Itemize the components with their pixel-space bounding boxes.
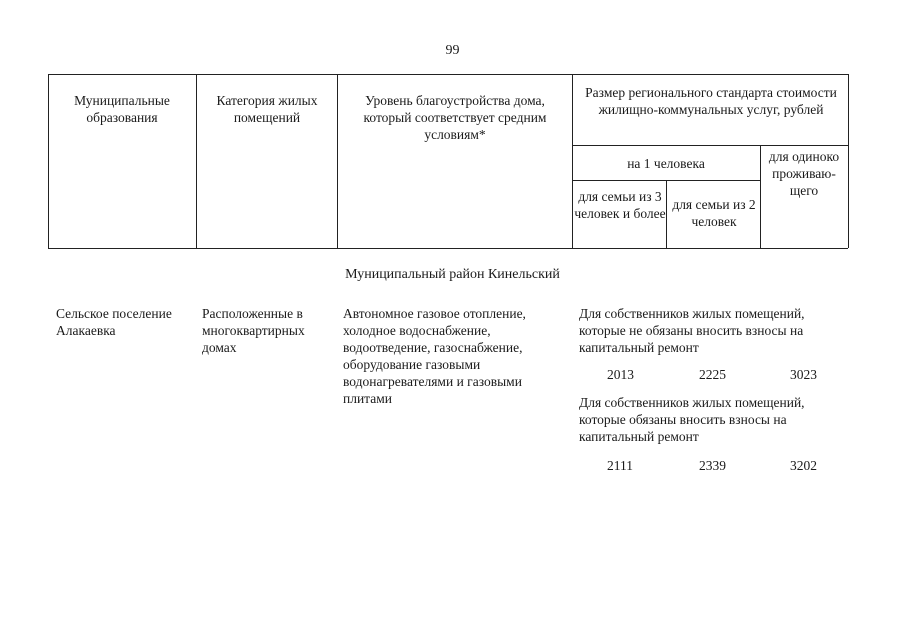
row-category: Расположенные в многоквартирных домах — [202, 306, 305, 355]
header-per-person: на 1 человека — [627, 156, 705, 171]
value-family-3plus: 2111 — [607, 458, 633, 473]
header-regional-standard: Размер регионального стандарта стоимости жилищно-коммунальных услуг, рублей — [585, 85, 837, 117]
table-divider-2 — [337, 74, 338, 248]
value-family-3plus: 2013 — [607, 367, 634, 382]
table-divider-1 — [196, 74, 197, 248]
table-divider-5 — [760, 145, 761, 248]
page-number: 99 — [445, 43, 460, 58]
group-caption-capital-repair: Для собственников жилых помещений, которые обязаны вносить взносы на капитальный ремонт — [579, 395, 805, 444]
table-divider-4 — [666, 180, 667, 248]
table-border-bottom — [48, 248, 848, 249]
header-family-3plus: для семьи из 3 человек и более — [574, 189, 666, 221]
header-family-2: для семьи из 2 человек — [672, 197, 756, 229]
value-family-2: 2339 — [699, 458, 726, 473]
table-divider-standard — [572, 145, 848, 146]
header-category: Категория жилых помещений — [216, 93, 318, 125]
value-single-resident: 3023 — [790, 367, 817, 382]
table-border-top — [48, 74, 848, 75]
value-single-resident: 3202 — [790, 458, 817, 473]
table-divider-3 — [572, 74, 573, 248]
value-family-2: 2225 — [699, 367, 726, 382]
group-caption-no-capital-repair: Для собственников жилых помещений, которые не обязаны вносить взносы на капитальный ремонт — [579, 306, 805, 355]
district-title: Муниципальный район Кинельский — [345, 267, 560, 282]
table-border-right — [848, 74, 849, 248]
table-border-left — [48, 74, 49, 248]
row-municipality: Сельское поселение Алакаевка — [56, 306, 172, 338]
row-amenities: Автономное газовое отопление, холодное водоснабжение, водоотведение, газоснабжение, оборудование газовыми водонагревателями и газовыми плитами — [343, 306, 526, 406]
header-single-resident: для одиноко проживаю-щего — [768, 149, 840, 198]
header-municipality: Муниципальные образования — [74, 93, 170, 125]
header-amenity-level: Уровень благоустройства дома, который соответствует средним условиям* — [363, 93, 547, 142]
